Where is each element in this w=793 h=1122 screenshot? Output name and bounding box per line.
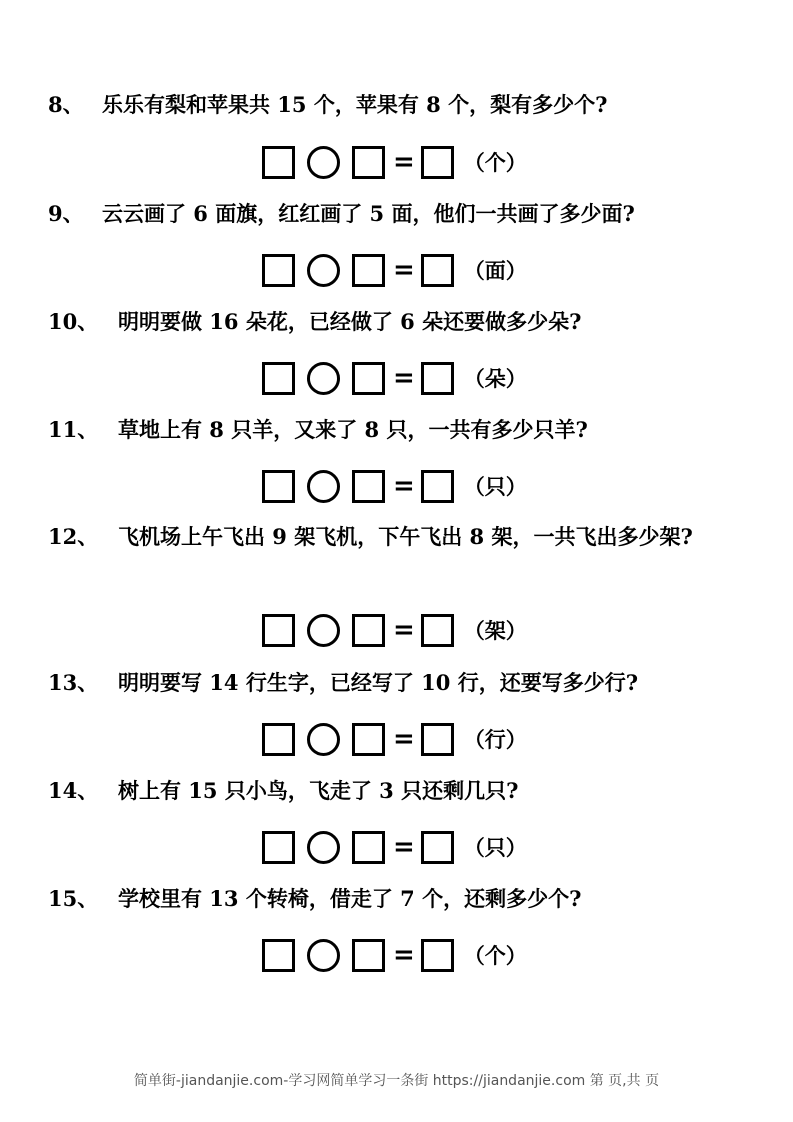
question-text: 乐乐有梨和苹果共 15 个，苹果有 8 个，梨有多少个? [102,92,608,117]
answer-box-1[interactable] [262,614,295,647]
question-9 [48,197,738,230]
answer-box-1[interactable] [262,146,295,179]
answer-box-result[interactable] [421,362,454,395]
equals-sign: = [393,255,415,285]
unit-label: （面） [463,258,527,283]
equation-row-10 [262,358,527,398]
question-text: 草地上有 8 只羊，又来了 8 只，一共有多少只羊? [118,417,588,442]
operator-circle[interactable] [307,146,340,179]
answer-box-1[interactable] [262,362,295,395]
question-12 [48,520,738,553]
question-8 [48,88,738,121]
answer-box-1[interactable] [262,470,295,503]
answer-box-2[interactable] [352,254,385,287]
operator-circle[interactable] [307,614,340,647]
operator-circle[interactable] [307,470,340,503]
answer-box-result[interactable] [421,614,454,647]
answer-box-1[interactable] [262,939,295,972]
equals-sign: = [393,147,415,177]
equals-sign: = [393,832,415,862]
question-text: 飞机场上午飞出 9 架飞机，下午飞出 8 架，一共飞出多少架? [118,524,693,549]
question-text: 学校里有 13 个转椅，借走了 7 个，还剩多少个? [118,886,582,911]
question-number: 9、 [48,201,84,226]
answer-box-result[interactable] [421,470,454,503]
page-footer: 简单街-jiandanjie.com-学习网简单学习一条街 https://jiandanjie.com 第 页,共 页 [133,1073,660,1089]
operator-circle[interactable] [307,939,340,972]
answer-box-1[interactable] [262,723,295,756]
operator-circle[interactable] [307,362,340,395]
answer-box-1[interactable] [262,831,295,864]
equals-sign: = [393,471,415,501]
answer-box-result[interactable] [421,146,454,179]
answer-box-2[interactable] [352,723,385,756]
question-number: 14、 [48,778,99,803]
question-10 [48,305,738,338]
question-number: 13、 [48,670,99,695]
equation-row-11 [262,466,527,506]
operator-circle[interactable] [307,723,340,756]
answer-box-2[interactable] [352,362,385,395]
question-number: 11、 [48,417,99,442]
answer-box-1[interactable] [262,254,295,287]
question-text: 明明要做 16 朵花，已经做了 6 朵还要做多少朵? [118,309,582,334]
equals-sign: = [393,615,415,645]
question-text: 树上有 15 只小鸟，飞走了 3 只还剩几只? [118,778,519,803]
unit-label: （个） [463,150,527,175]
equation-row-8 [262,142,527,182]
question-13 [48,666,738,699]
question-11 [48,413,738,446]
unit-label: （架） [463,618,527,643]
answer-box-2[interactable] [352,831,385,864]
equation-row-13 [262,719,527,759]
unit-label: （朵） [463,366,527,391]
answer-box-result[interactable] [421,939,454,972]
question-14 [48,774,738,807]
equals-sign: = [393,724,415,754]
equation-row-14 [262,827,527,867]
answer-box-2[interactable] [352,470,385,503]
equation-row-15 [262,935,527,975]
equation-row-9 [262,250,527,290]
answer-box-result[interactable] [421,723,454,756]
unit-label: （行） [463,727,527,752]
operator-circle[interactable] [307,254,340,287]
question-number: 15、 [48,886,99,911]
equals-sign: = [393,940,415,970]
equation-row-12 [262,610,527,650]
answer-box-2[interactable] [352,614,385,647]
answer-box-result[interactable] [421,254,454,287]
question-15 [48,882,738,915]
question-text: 明明要写 14 行生字，已经写了 10 行，还要写多少行? [118,670,638,695]
question-number: 8、 [48,92,84,117]
equals-sign: = [393,363,415,393]
answer-box-2[interactable] [352,146,385,179]
question-number: 12、 [48,524,99,549]
question-text: 云云画了 6 面旗，红红画了 5 面，他们一共画了多少面? [102,201,635,226]
operator-circle[interactable] [307,831,340,864]
unit-label: （只） [463,474,527,499]
question-number: 10、 [48,309,99,334]
answer-box-2[interactable] [352,939,385,972]
unit-label: （只） [463,835,527,860]
unit-label: （个） [463,943,527,968]
answer-box-result[interactable] [421,831,454,864]
